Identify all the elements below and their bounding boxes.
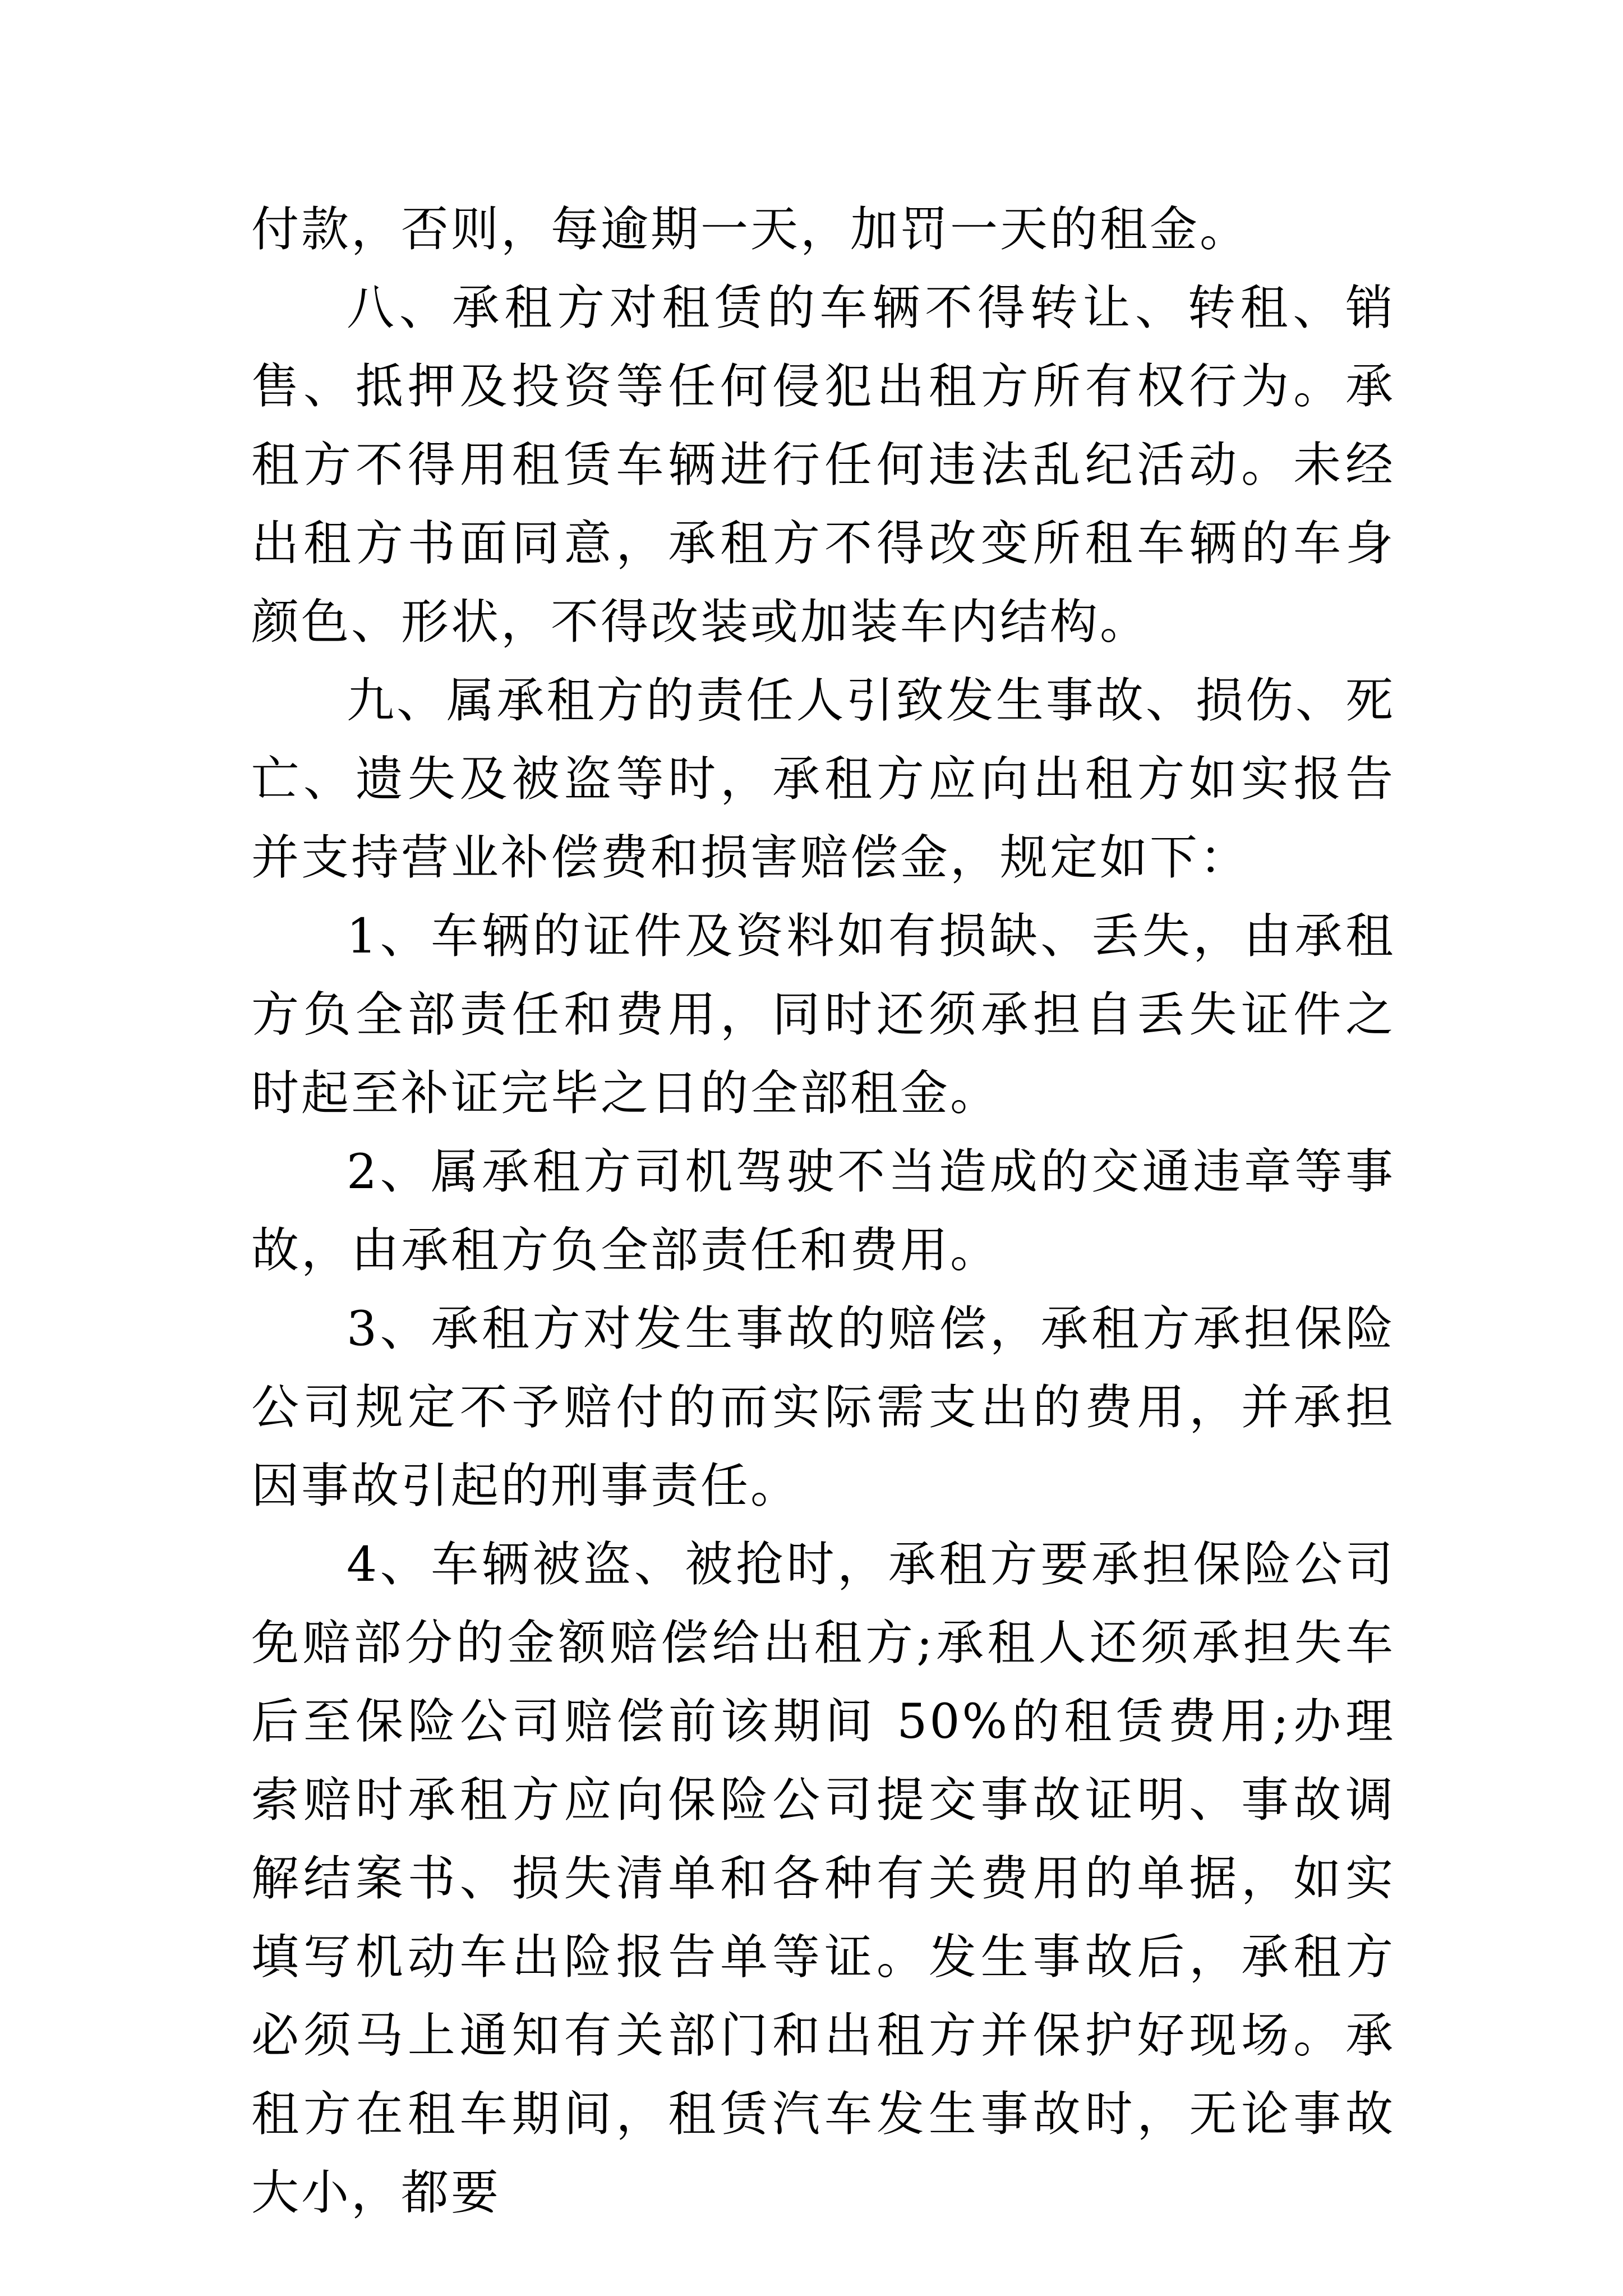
paragraph-item-3: 3、承租方对发生事故的赔偿，承租方承担保险公司规定不予赔付的而实际需支出的费用，并承担因事故引起的刑事责任。	[251, 1301, 1395, 1514]
paragraph-item-4: 4、车辆被盗、被抢时，承租方要承担保险公司免赔部分的金额赔偿给出租方;承租人还须承担失车后至保险公司赔偿前该期间 50%的租赁费用;办理索赔时承租方应向保险公司提交事故证明、事故调解结案书、损失清单和各种有关费用的单据，如实填写机动车出险报告单等证。发生事故后，承租方必须马上通知有关部门和出租方并保护好现场。承租方在租车期间，租赁汽车发生事故时，无论事故大小，都要	[251, 1537, 1395, 2221]
paragraph-item-1: 1、车辆的证件及资料如有损缺、丢失，由承租方负全部责任和费用，同时还须承担自丢失证件之时起至补证完毕之日的全部租金。	[251, 909, 1395, 1121]
paragraph-clause-9: 九、属承租方的责任人引致发生事故、损伤、死亡、遗失及被盗等时，承租方应向出租方如实报告并支持营业补偿费和损害赔偿金，规定如下：	[251, 673, 1395, 886]
paragraph-clause-8: 八、承租方对租赁的车辆不得转让、转租、销售、抵押及投资等任何侵犯出租方所有权行为。承租方不得用租赁车辆进行任何违法乱纪活动。未经出租方书面同意，承租方不得改变所租车辆的车身颜色、形状，不得改装或加装车内结构。	[251, 280, 1395, 650]
paragraph-continuation: 付款，否则，每逾期一天，加罚一天的租金。	[251, 202, 1250, 257]
document-body	[251, 191, 1395, 2233]
paragraph-item-2: 2、属承租方司机驾驶不当造成的交通违章等事故，由承租方负全部责任和费用。	[251, 1144, 1395, 1278]
